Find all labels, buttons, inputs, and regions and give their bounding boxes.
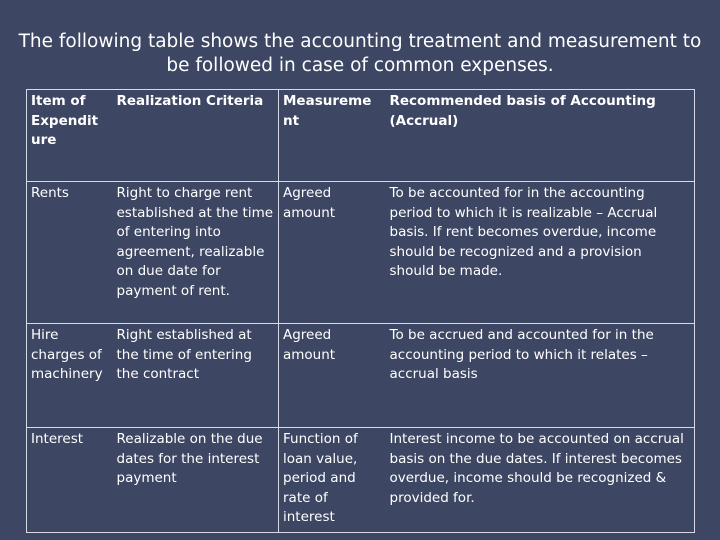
cell-item: Interest xyxy=(27,428,113,533)
expense-treatment-table xyxy=(26,89,695,533)
cell-basis: Interest income to be accounted on accrual basis on the due dates. If interest becomes overdue, income should be recognized & provided for. xyxy=(386,428,695,533)
cell-criteria: Right to charge rent established at the time of entering into agreement, realizable on due date for payment of rent. xyxy=(113,182,279,324)
header-criteria: Realization Criteria xyxy=(113,90,279,182)
table-row xyxy=(27,428,695,533)
cell-measurement: Function of loan value, period and rate of interest xyxy=(279,428,386,533)
cell-item: Rents xyxy=(27,182,113,324)
cell-basis: To be accrued and accounted for in the accounting period to which it relates – accrual basis xyxy=(386,324,695,428)
cell-measurement: Agreed amount xyxy=(279,324,386,428)
title-line-2: be followed in case of common expenses. xyxy=(166,55,554,76)
header-row xyxy=(27,90,695,182)
header-measurement: Measureme nt xyxy=(279,90,386,182)
title-line-1: The following table shows the accounting treatment and measurement to xyxy=(18,31,702,52)
table-row xyxy=(27,182,695,324)
cell-item: Hire charges of machinery xyxy=(27,324,113,428)
cell-criteria: Realizable on the due dates for the interest payment xyxy=(113,428,279,533)
cell-measurement: Agreed amount xyxy=(279,182,386,324)
cell-basis: To be accounted for in the accounting period to which it is realizable – Accrual basis. If rent becomes overdue, income should be recognized and a provision should be made. xyxy=(386,182,695,324)
header-item: Item of Expendit ure xyxy=(27,90,113,182)
cell-criteria: Right established at the time of entering the contract xyxy=(113,324,279,428)
slide-title xyxy=(0,30,720,78)
header-basis: Recommended basis of Accounting (Accrual) xyxy=(386,90,695,182)
table-row xyxy=(27,324,695,428)
